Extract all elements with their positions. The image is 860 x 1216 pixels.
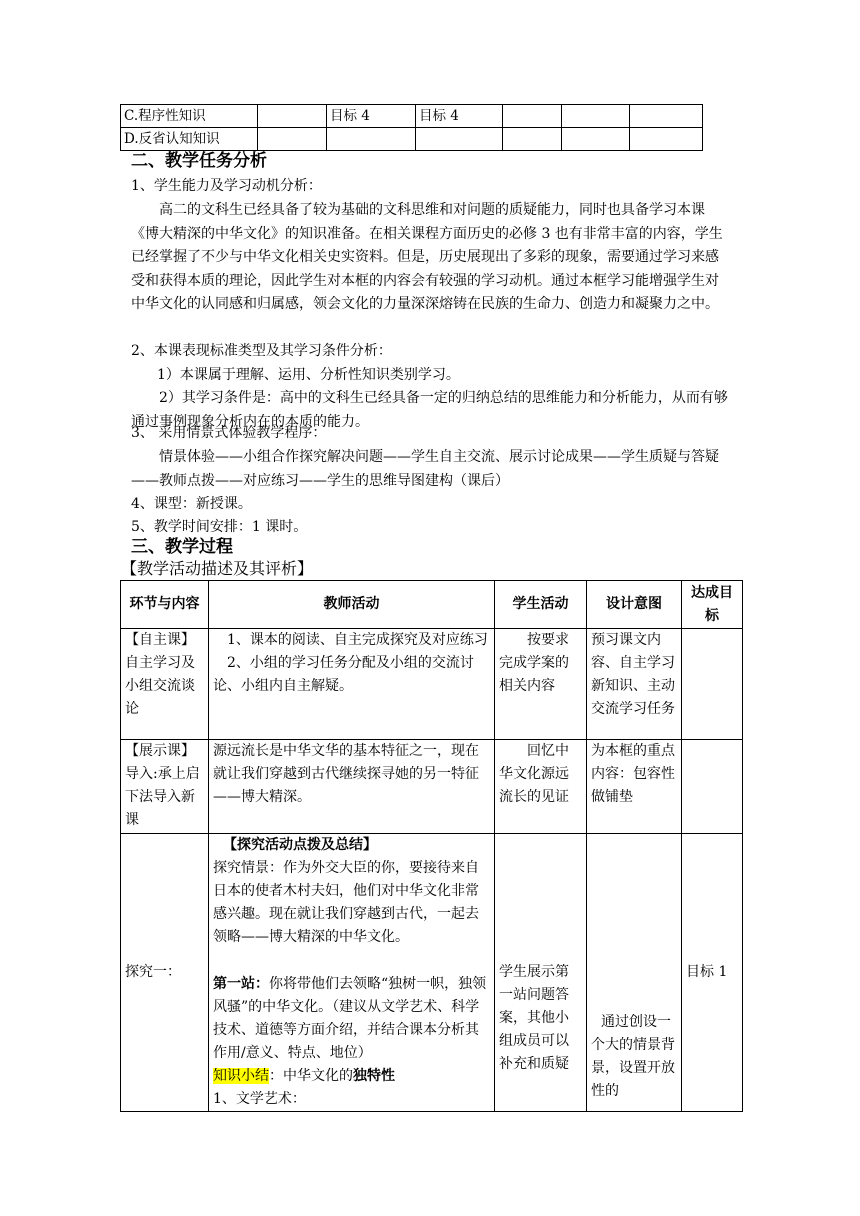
paragraph: 2）其学习条件是：高中的文科生已经具备一定的归纳总结的思维能力和分析能力，从而有够通过事例现象分析内在的本质的能力。 bbox=[131, 390, 728, 430]
paragraph: 1、学生能力及学习动机分析： bbox=[131, 178, 322, 194]
table-cell bbox=[258, 128, 327, 151]
paragraph: 1）本课属于理解、运用、分析性知识类别学习。 bbox=[157, 367, 460, 383]
table-cell: 目标 4 bbox=[416, 105, 503, 128]
summary-label: 知识小结 bbox=[213, 1068, 269, 1084]
stage-cell: 【展示课】导入:承上启下法导入新课 bbox=[121, 740, 209, 834]
table-cell bbox=[503, 105, 562, 128]
table-cell bbox=[503, 128, 562, 151]
paragraph: 5、教学时间安排：1 课时。 bbox=[131, 519, 308, 535]
section-heading: 三、教学过程 bbox=[131, 537, 233, 557]
intent-cell bbox=[587, 834, 682, 1112]
paragraph: 高二的文科生已经具备了较为基础的文科思维和对问题的质疑能力，同时也具备学习本课《博大精深的中华文化》的知识准备。在相关课程方面历史的必修 3 也有非常丰富的内容，学生已经掌握了不少与中华文化相关史实资料。但是，历史展现出了多彩的现象，需要通过学习来感受和获得本质的理论，因此学生对本框的内容会有较强的学习动机。通过本框学习能增强学生对中华文化的认同感和归属感，领会文化的力量深深熔铸在民族的生命力、创造力和凝聚力之中。 bbox=[131, 202, 723, 312]
summary-text: ：中华文化的 bbox=[269, 1068, 353, 1084]
table-row bbox=[121, 128, 703, 151]
goal-cell: 目标 1 bbox=[682, 834, 743, 1112]
stage-cell: 探究一： bbox=[121, 834, 209, 1112]
intent-cell: 预习课文内容、自主学习新知识、主动交流学习任务 bbox=[587, 629, 682, 740]
table-cell bbox=[562, 105, 630, 128]
paragraph: 4、课型：新授课。 bbox=[131, 496, 252, 512]
teacher-cell bbox=[209, 629, 495, 740]
table-header-row bbox=[121, 581, 743, 629]
teacher-cell bbox=[209, 834, 495, 1112]
teacher-text: 1、文学艺术： bbox=[213, 1091, 306, 1107]
objectives-table bbox=[120, 104, 703, 151]
table-cell bbox=[562, 128, 630, 151]
teacher-text: 探究情景：作为外交大臣的你，要接待来自日本的使者木村夫妇，他们对中华文化非常感兴趣。现在就让我们穿越到古代，一起去领略——博大精深的中华文化。 bbox=[213, 860, 479, 945]
table-cell: C.程序性知识 bbox=[121, 105, 258, 128]
table-row bbox=[121, 834, 743, 1112]
goal-cell bbox=[682, 740, 743, 834]
station-text: 你将带他们去领略“独树一帜，独领风骚”的中华文化。（建议从文学艺术、科学技术、道德等方面介绍，并结合课本分析其作用/意义、特点、地位） bbox=[213, 976, 487, 1061]
table-cell bbox=[630, 105, 703, 128]
spacer bbox=[499, 834, 582, 961]
summary-keyword: 独特性 bbox=[353, 1068, 395, 1084]
teacher-cell: 源远流长是中华文华的基本特征之一，现在就让我们穿越到古代继续探寻她的另一特征——博大精深。 bbox=[209, 740, 495, 834]
table-cell: 目标 4 bbox=[327, 105, 416, 128]
header-stage: 环节与内容 bbox=[129, 596, 200, 612]
student-text: 学生展示第一站问题答案，其他小组成员可以补充和质疑 bbox=[499, 964, 569, 1072]
spacer bbox=[213, 949, 490, 973]
station-label: 第一站： bbox=[213, 976, 269, 992]
table-caption: 【教学活动描述及其评析】 bbox=[121, 559, 314, 578]
header-cell bbox=[121, 581, 209, 629]
header-cell: 教师活动 bbox=[209, 581, 495, 629]
table-row bbox=[121, 629, 743, 740]
intent-cell: 为本框的重点内容：包容性做铺垫 bbox=[587, 740, 682, 834]
table-cell bbox=[416, 128, 503, 151]
paragraph: 情景体验——小组合作探究解决问题——学生自主交流、展示讨论成果——学生质疑与答疑——教师点拨——对应练习——学生的思维导图建构（课后） bbox=[131, 449, 719, 489]
spacer bbox=[591, 834, 677, 1011]
table-cell bbox=[630, 128, 703, 151]
activity-table bbox=[120, 580, 743, 1112]
teacher-text: 1、课本的阅读、自主完成探究及对应练习 bbox=[227, 632, 488, 648]
teacher-text bbox=[213, 973, 490, 1065]
student-cell bbox=[495, 834, 587, 1112]
table-row bbox=[121, 105, 703, 128]
goal-cell bbox=[682, 629, 743, 740]
table-cell bbox=[258, 105, 327, 128]
teacher-heading: 【探究活动点拨及总结】 bbox=[223, 837, 377, 853]
table-cell: D.反省认知知识 bbox=[121, 128, 258, 151]
header-cell: 学生活动 bbox=[495, 581, 587, 629]
table-row bbox=[121, 740, 743, 834]
teacher-text: 2、小组的学习任务分配及小组的交流讨论、小组内自主解疑。 bbox=[213, 655, 474, 694]
intent-text: 通过创设一个大的情景背景，设置开放性的 bbox=[591, 1014, 675, 1099]
summary-line bbox=[213, 1065, 490, 1088]
table-cell bbox=[327, 128, 416, 151]
paragraph: 3、 采用情景式体验教学程序： bbox=[131, 425, 327, 441]
student-cell: 回忆中华文化源远流长的见证 bbox=[495, 740, 587, 834]
section-heading: 二、教学任务分析 bbox=[131, 151, 267, 171]
header-cell: 设计意图 bbox=[587, 581, 682, 629]
stage-cell: 【自主课】自主学习及小组交流谈论 bbox=[121, 629, 209, 740]
paragraph: 2、本课表现标准类型及其学习条件分析： bbox=[131, 343, 392, 359]
student-cell: 按要求完成学案的相关内容 bbox=[495, 629, 587, 740]
header-cell: 达成目标 bbox=[682, 581, 743, 629]
